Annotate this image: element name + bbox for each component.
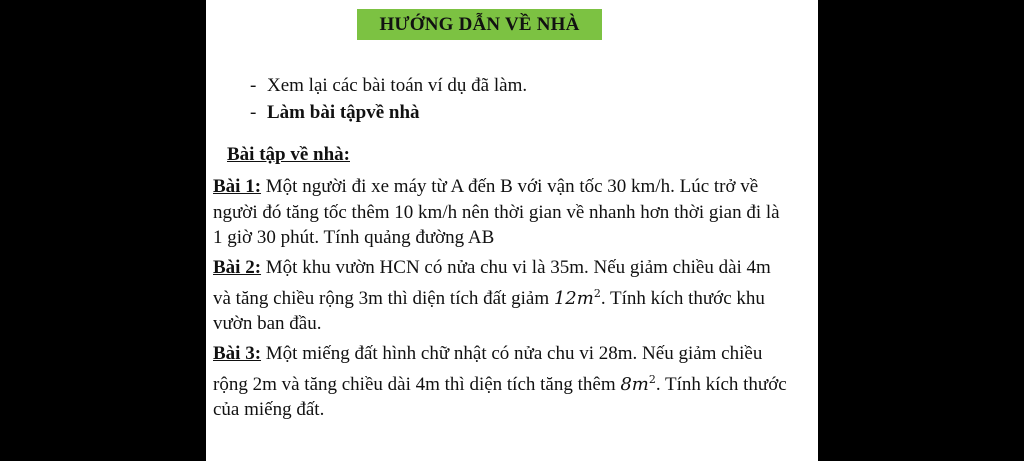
problem-text: Một người đi xe máy từ A đến B với vận tốc 30 km/h. Lúc trở về người đó tăng tốc thêm 10 km/h nên thời gian về nhanh hơn thời gian đi là 1 giờ 30 phút. Tính quảng đường AB [213, 176, 780, 248]
problem-label: Bài 1: [213, 176, 262, 197]
math-expression [554, 288, 601, 309]
bullet-text: Xem lại các bài toán ví dụ đã làm. [267, 75, 528, 96]
problem-label: Bài 3: [213, 343, 262, 364]
problem-text-end: . Tính kích thước khu vườn ban đầu. [213, 287, 765, 334]
document-page [206, 0, 818, 461]
section-heading: Bài tập về nhà: [227, 144, 350, 165]
page-title: HƯỚNG DẪN VỀ NHÀ [357, 9, 602, 40]
math-exponent: 2 [593, 286, 601, 300]
problem-label: Bài 2: [213, 257, 262, 278]
list-item [250, 72, 527, 99]
bullet-text: Làm bài tậpvề nhà [267, 102, 420, 123]
problem-1 [213, 174, 793, 251]
problem-text: Một khu vườn HCN có nửa chu vi là 35m. Nếu giảm chiều dài 4m và tăng chiều rộng 3m thì diện tích đất giảm [213, 257, 771, 309]
math-base: 12m [553, 287, 594, 309]
list-item [250, 99, 527, 126]
math-expression [620, 374, 656, 395]
bullet-dash: - [250, 75, 257, 96]
problem-text: Một miếng đất hình chữ nhật có nửa chu vi 28m. Nếu giảm chiều rộng 2m và tăng chiều dài 4m thì diện tích tăng thêm [213, 343, 763, 395]
math-exponent: 2 [648, 372, 656, 386]
problem-3 [213, 341, 793, 423]
math-base: 8m [620, 373, 649, 395]
bullet-dash: - [250, 102, 257, 123]
problem-text-end: . Tính kích thước của miếng đất. [213, 373, 787, 420]
instruction-list [250, 72, 527, 126]
problem-2 [213, 255, 793, 337]
